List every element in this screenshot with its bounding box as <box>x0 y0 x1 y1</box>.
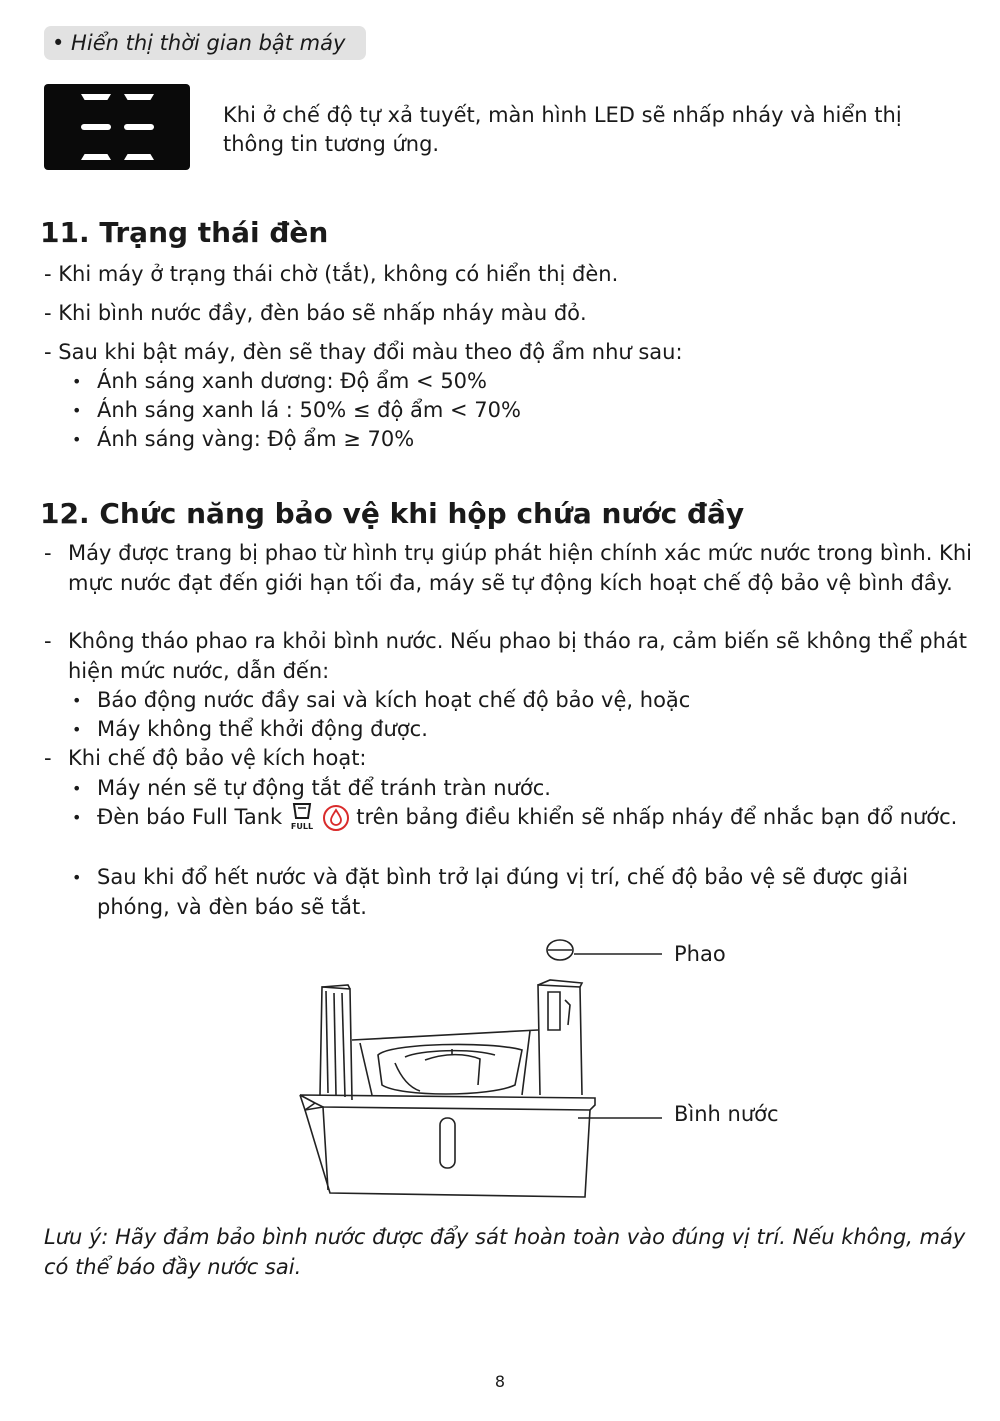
bullet-dot: • <box>72 779 82 798</box>
water-tank-diagram <box>290 935 810 1205</box>
full-tank-text-pre: Đèn báo Full Tank <box>97 805 283 829</box>
full-tank-text-post: trên bảng điều khiển sẽ nhấp nháy để nhắc bạn đổ nước. <box>356 805 958 829</box>
compressor-off-bullet: Máy nén sẽ tự động tắt để tránh tràn nước. <box>97 776 551 800</box>
water-tank-drawing <box>290 935 810 1205</box>
led-segment <box>124 94 154 100</box>
led-segment <box>81 124 111 130</box>
protection-release-bullet: Sau khi đổ hết nước và đặt bình trở lại đúng vị trí, chế độ bảo vệ sẽ được giải phóng, và đèn báo sẽ tắt. <box>97 865 909 919</box>
led-segment <box>124 154 154 160</box>
humidity-bullet-green: Ánh sáng xanh lá : 50% ≤ độ ẩm < 70% <box>97 398 521 422</box>
consequence-bullet: Máy không thể khởi động được. <box>97 717 428 741</box>
section-12-title: 12. Chức năng bảo vệ khi hộp chứa nước đầy <box>40 497 745 530</box>
dash-marker: - <box>44 746 52 770</box>
bullet-dot: • <box>72 372 82 391</box>
humidity-bullet-blue: Ánh sáng xanh dương: Độ ẩm < 50% <box>97 369 487 393</box>
protection-active-heading: Khi chế độ bảo vệ kích hoạt: <box>68 746 367 770</box>
tank-label: Bình nước <box>674 1102 779 1126</box>
bullet-dot: • <box>72 430 82 449</box>
section-tag-power-on-time: • Hiển thị thời gian bật máy <box>44 26 366 60</box>
led-intro-text: Khi ở chế độ tự xả tuyết, màn hình LED sẽ nhấp nháy và hiển thị thông tin tương ứng. <box>223 103 902 156</box>
page-number: 8 <box>494 1372 506 1391</box>
dash-marker: - <box>44 541 52 565</box>
led-segment <box>124 124 154 130</box>
bullet-dot: • <box>72 401 82 420</box>
full-icon-label: FULL <box>290 822 313 831</box>
bullet-dot: • <box>72 868 82 887</box>
humidity-bullet-yellow: Ánh sáng vàng: Độ ẩm ≥ 70% <box>97 427 415 451</box>
bullet-dot: • <box>72 720 82 739</box>
bullet-dot: • <box>72 691 82 710</box>
led-segment <box>81 154 111 160</box>
section-11-line: - Khi bình nước đầy, đèn báo sẽ nhấp nháy màu đỏ. <box>44 301 587 325</box>
dash-marker: - <box>44 629 52 653</box>
float-label: Phao <box>674 942 726 966</box>
led-segment <box>81 94 111 100</box>
led-display-illustration <box>44 84 190 170</box>
section-11-line: - Sau khi bật máy, đèn sẽ thay đổi màu theo độ ẩm như sau: <box>44 340 683 364</box>
section-11-title: 11. Trạng thái đèn <box>40 216 329 249</box>
bullet-dot: • <box>72 808 82 827</box>
do-not-remove-float-paragraph: Không tháo phao ra khỏi bình nước. Nếu phao bị tháo ra, cảm biến sẽ không thể phát hiện mức nước, dẫn đến: <box>68 629 967 683</box>
note-text: Lưu ý: Hãy đảm bảo bình nước được đẩy sát hoàn toàn vào đúng vị trí. Nếu không, máy có thể báo đầy nước sai. <box>44 1225 966 1279</box>
full-tank-indicator-bullet <box>97 803 977 833</box>
water-drop-alert-icon <box>322 804 350 832</box>
section-11-line: - Khi máy ở trạng thái chờ (tắt), không có hiển thị đèn. <box>44 262 619 286</box>
float-sensor-paragraph: Máy được trang bị phao từ hình trụ giúp phát hiện chính xác mức nước trong bình. Khi mực nước đạt đến giới hạn tối đa, máy sẽ tự động kích hoạt chế độ bảo vệ bình đầy. <box>68 541 972 595</box>
full-tank-bucket-icon <box>289 801 315 831</box>
consequence-bullet: Báo động nước đầy sai và kích hoạt chế độ bảo vệ, hoặc <box>97 688 691 712</box>
